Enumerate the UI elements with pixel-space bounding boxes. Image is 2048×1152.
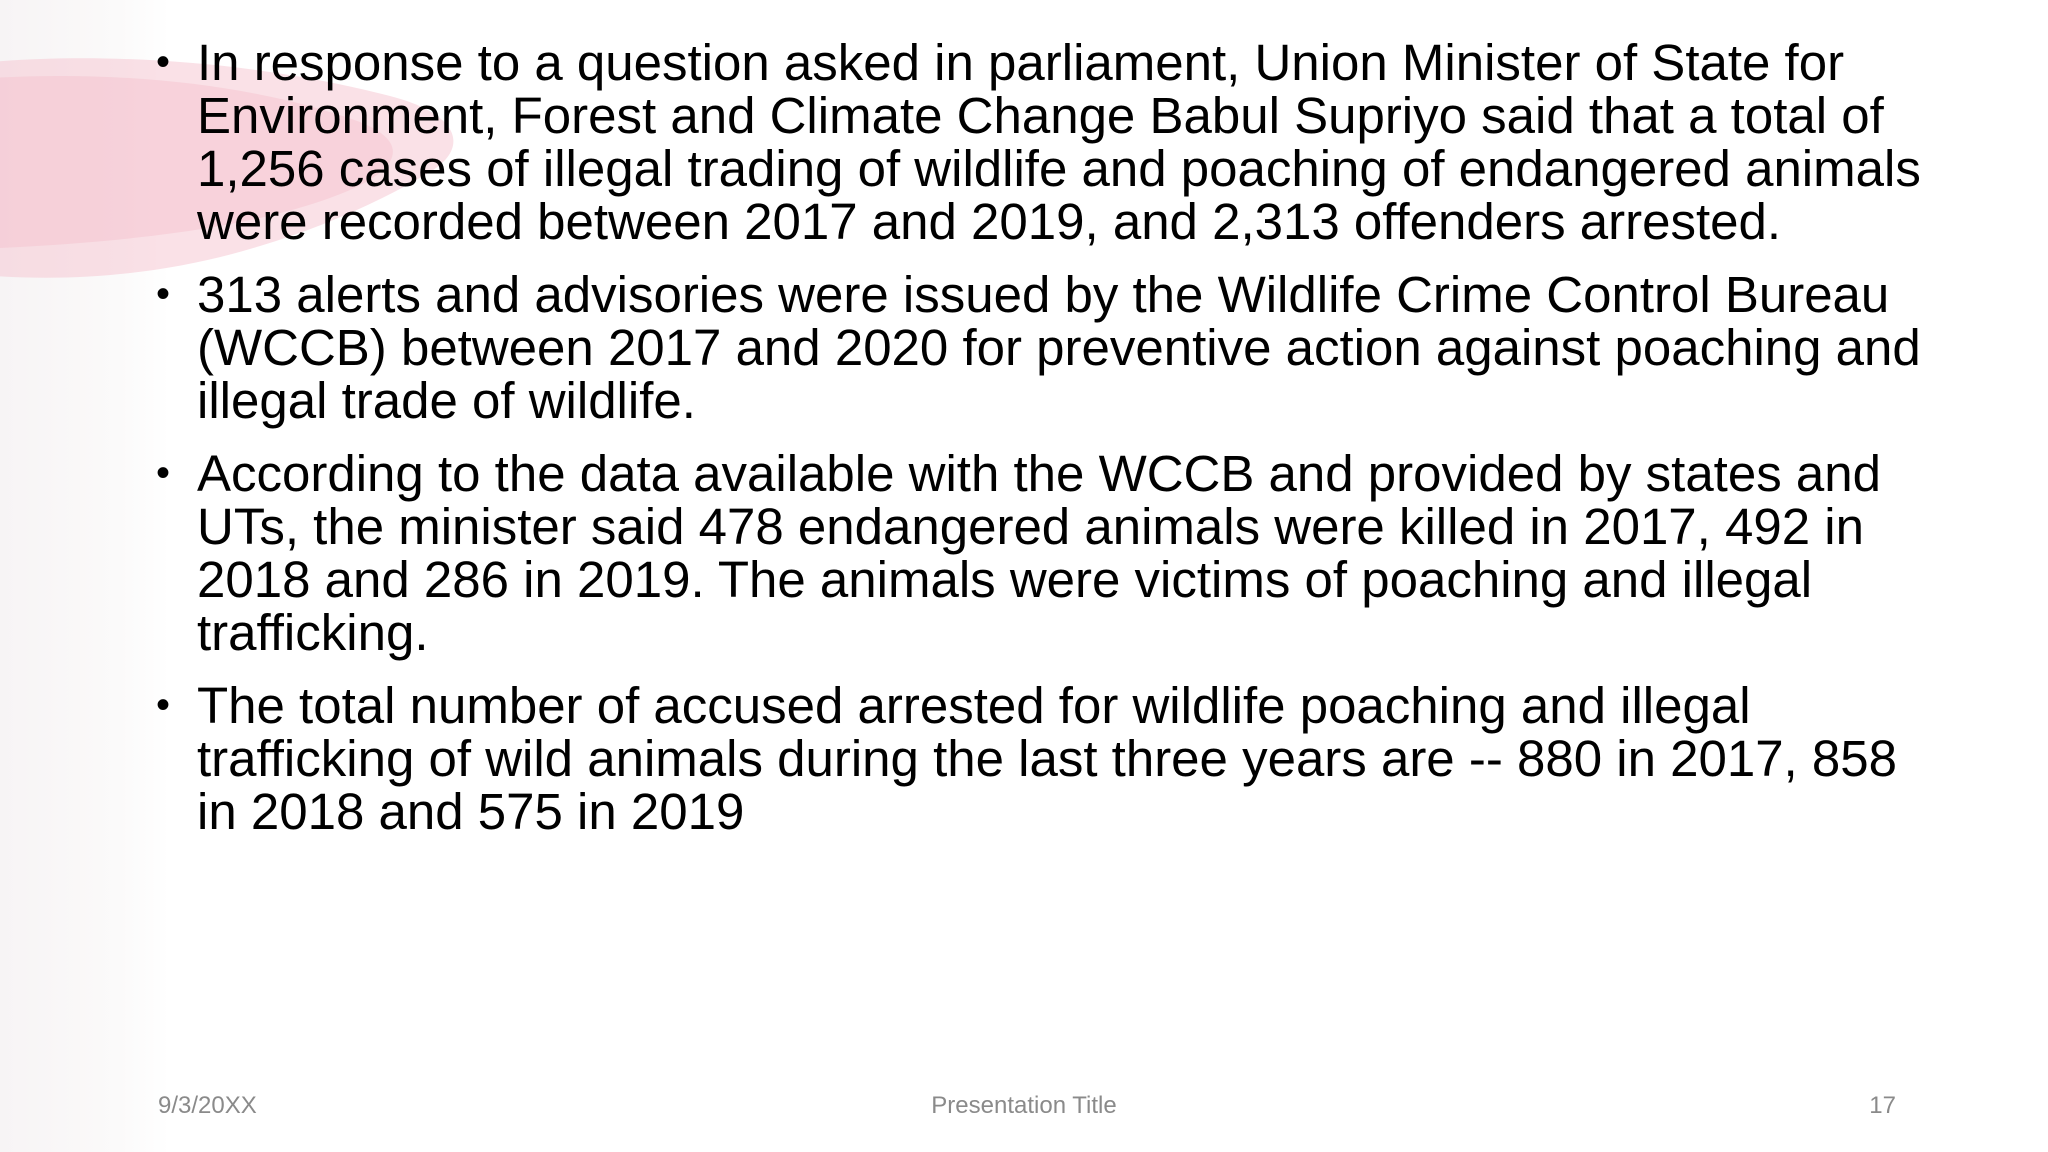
bullet-text: In response to a question asked in parliament, Union Minister of State for Environment, Forest and Climate Change Babul Supriyo said that a total of 1,256 cases of illegal trading of wildlife and poaching of endangered animals were recorded between 2017 and 2019, and 2,313 offenders arrested. — [197, 34, 1921, 250]
bullet-item — [152, 36, 1932, 248]
slide-body — [152, 36, 1932, 858]
bullet-marker: • — [156, 40, 171, 84]
footer-presentation-title: Presentation Title — [931, 1092, 1117, 1119]
bullet-marker: • — [156, 272, 171, 316]
bullet-item — [152, 447, 1932, 659]
bullet-text: According to the data available with the WCCB and provided by states and UTs, the minister said 478 endangered animals were killed in 2017, 492 in 2018 and 286 in 2019. The animals were victims of poaching and illegal trafficking. — [197, 445, 1881, 661]
bullet-marker: • — [156, 683, 171, 727]
bullet-text: 313 alerts and advisories were issued by the Wildlife Crime Control Bureau (WCCB) between 2017 and 2020 for preventive action against poaching and illegal trade of wildlife. — [197, 266, 1921, 429]
footer-page-number: 17 — [1869, 1092, 1896, 1119]
bullet-text: The total number of accused arrested for wildlife poaching and illegal trafficking of wild animals during the last three years are -- 880 in 2017, 858 in 2018 and 575 in 2019 — [197, 677, 1897, 840]
bullet-marker: • — [156, 451, 171, 495]
bullet-list — [152, 36, 1932, 838]
footer-date: 9/3/20XX — [158, 1092, 257, 1119]
bullet-item — [152, 679, 1932, 838]
bullet-item — [152, 268, 1932, 427]
